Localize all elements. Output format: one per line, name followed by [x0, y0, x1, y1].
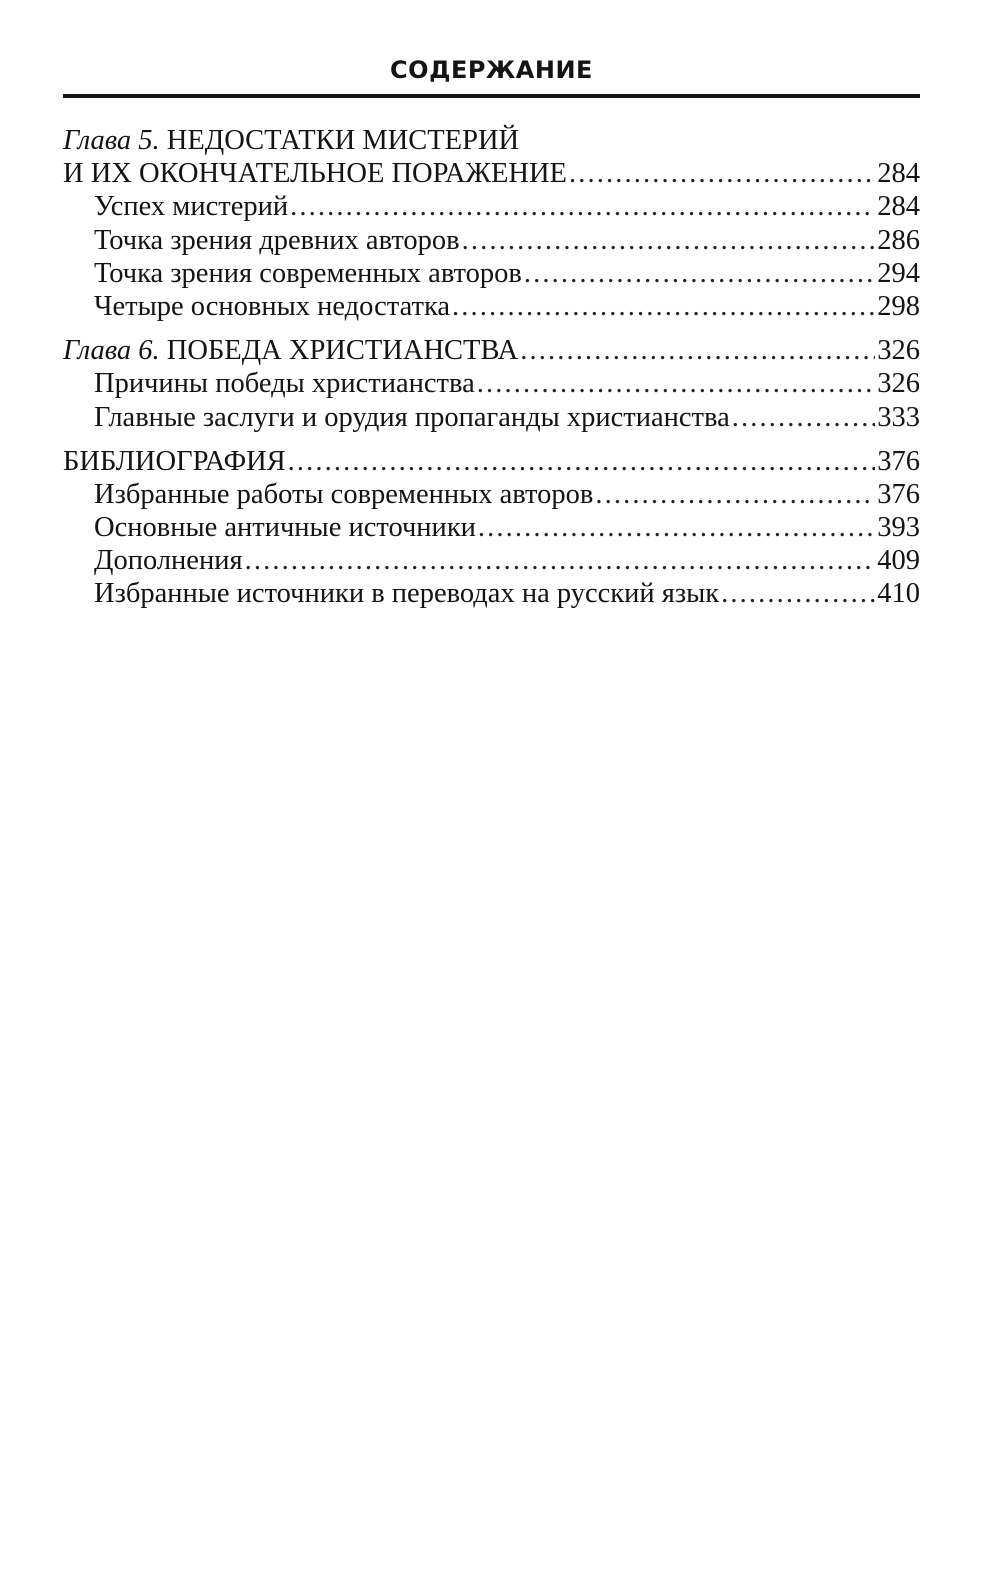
page-title: СОДЕРЖАНИЕ [390, 56, 593, 84]
page-number: 376 [877, 445, 920, 477]
chapter6-title: ПОБЕДА ХРИСТИАНСТВА [159, 335, 519, 367]
dot-leader [477, 367, 876, 400]
entry-label: Успех мистерий [94, 191, 289, 223]
page-number: 286 [877, 224, 920, 256]
table-of-contents [63, 124, 920, 622]
entry-label: Избранные работы современных авторов [94, 478, 594, 510]
dot-leader [478, 511, 875, 544]
toc-entry[interactable] [63, 544, 920, 577]
dot-leader [290, 190, 875, 223]
toc-entry[interactable] [63, 511, 920, 544]
toc-entry[interactable] [63, 334, 920, 367]
page-number: 326 [877, 368, 920, 400]
entry-label: Четыре основных недостатка [94, 290, 451, 322]
toc-chapter5-heading-line1 [63, 124, 920, 157]
dot-leader [721, 577, 875, 610]
toc-entry[interactable] [63, 367, 920, 400]
entry-label: Дополнения [94, 545, 243, 577]
toc-entry[interactable] [63, 157, 920, 190]
chapter5-title-line1: НЕДОСТАТКИ МИСТЕРИЙ [159, 125, 520, 156]
toc-section-chapter5 [63, 124, 920, 323]
chapter5-title-line2: И ИХ ОКОНЧАТЕЛЬНОЕ ПОРАЖЕНИЕ [63, 158, 567, 190]
dot-leader [569, 157, 875, 190]
toc-entry[interactable] [63, 190, 920, 223]
page-header [63, 52, 920, 88]
page-number: 284 [877, 191, 920, 223]
toc-entry[interactable] [63, 224, 920, 257]
dot-leader [245, 544, 876, 577]
toc-entry[interactable] [63, 577, 920, 610]
entry-label: Избранные источники в переводах на русский язык [94, 578, 720, 610]
toc-entry[interactable] [63, 478, 920, 511]
page-number: 376 [877, 478, 920, 510]
bibliography-title: БИБЛИОГРАФИЯ [63, 445, 286, 477]
header-rule [63, 94, 920, 98]
toc-entry[interactable] [63, 257, 920, 290]
dot-leader [520, 334, 875, 367]
entry-label: Основные античные источники [94, 512, 476, 544]
page-number: 284 [877, 158, 920, 190]
dot-leader [288, 445, 876, 478]
page-number: 333 [877, 401, 920, 433]
page-number: 410 [877, 578, 920, 610]
page-number: 294 [877, 257, 920, 289]
toc-entry[interactable] [63, 290, 920, 323]
dot-leader [452, 290, 875, 323]
toc-entry[interactable] [63, 401, 920, 434]
page-number: 326 [877, 335, 920, 367]
chapter6-prefix: Глава 6. [63, 335, 160, 367]
dot-leader [462, 224, 876, 257]
page-number: 298 [877, 290, 920, 322]
dot-leader [732, 401, 876, 434]
entry-label: Точка зрения древних авторов [94, 224, 460, 256]
page-number: 393 [877, 512, 920, 544]
dot-leader [595, 478, 875, 511]
entry-label: Причины победы христианства [94, 368, 475, 400]
entry-label: Главные заслуги и орудия пропаганды христианства [94, 401, 730, 433]
chapter5-prefix: Глава 5. [63, 125, 160, 156]
toc-section-bibliography [63, 445, 920, 611]
toc-entry[interactable] [63, 445, 920, 478]
toc-section-chapter6 [63, 334, 920, 434]
entry-label: Точка зрения современных авторов [94, 257, 522, 289]
page-number: 409 [877, 545, 920, 577]
dot-leader [524, 257, 875, 290]
